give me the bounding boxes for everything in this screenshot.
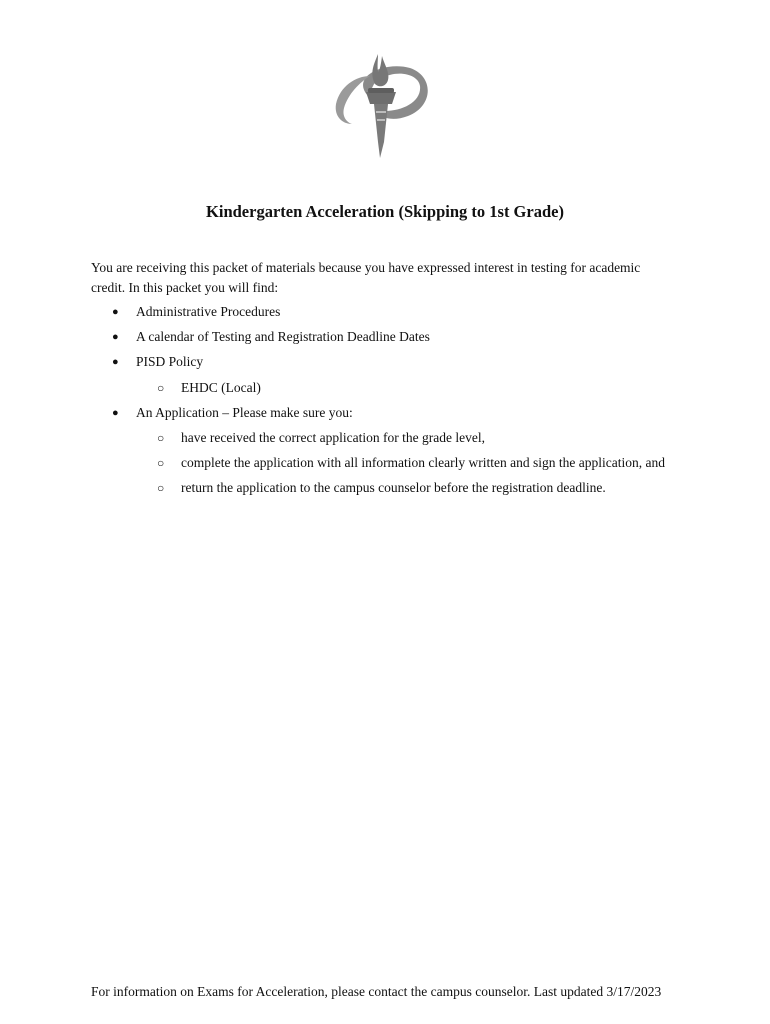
list-item-text: PISD Policy [136,354,204,370]
list-subitem [91,478,731,503]
bullet-icon: ● [112,306,119,318]
list-item-text: A calendar of Testing and Registration Deadline Dates [136,329,430,345]
bullet-icon: ● [112,356,119,369]
intro-line: credit. In this packet you will find: [91,280,279,295]
list-subitem [91,378,731,403]
bullet-icon: ● [112,331,119,344]
circle-bullet-icon: ○ [157,481,165,496]
intro-paragraph [91,258,691,298]
document-title: Kindergarten Acceleration (Skipping to 1st Grade) [206,202,564,221]
list-item-text: return the application to the campus counselor before the registration deadline. [181,480,606,496]
bullet-icon: ● [112,406,119,419]
circle-bullet-icon: ○ [157,456,165,471]
circle-bullet-icon: ○ [157,380,165,395]
list-item [91,327,731,352]
list-item-text: complete the application with all information clearly written and sign the application, and [181,455,665,471]
intro-line: You are receiving this packet of materials because you have expressed interest in testing for academic [91,260,641,275]
packet-contents-list [91,302,731,504]
list-item-text: Administrative Procedures [136,304,281,319]
circle-bullet-icon: ○ [157,430,165,445]
list-item-text: have received the correct application for the grade level, [181,429,485,445]
list-item-text: An Application – Please make sure you: [136,404,353,420]
list-item [91,352,731,377]
list-subitem [91,453,731,478]
list-item-text: EHDC (Local) [181,379,261,395]
list-item [91,403,731,428]
pisd-torch-logo [330,46,436,162]
list-item [91,302,731,327]
page-footer: For information on Exams for Acceleration, please contact the campus counselor. Last updated 3/17/2023 [91,984,662,999]
list-subitem [91,428,731,453]
